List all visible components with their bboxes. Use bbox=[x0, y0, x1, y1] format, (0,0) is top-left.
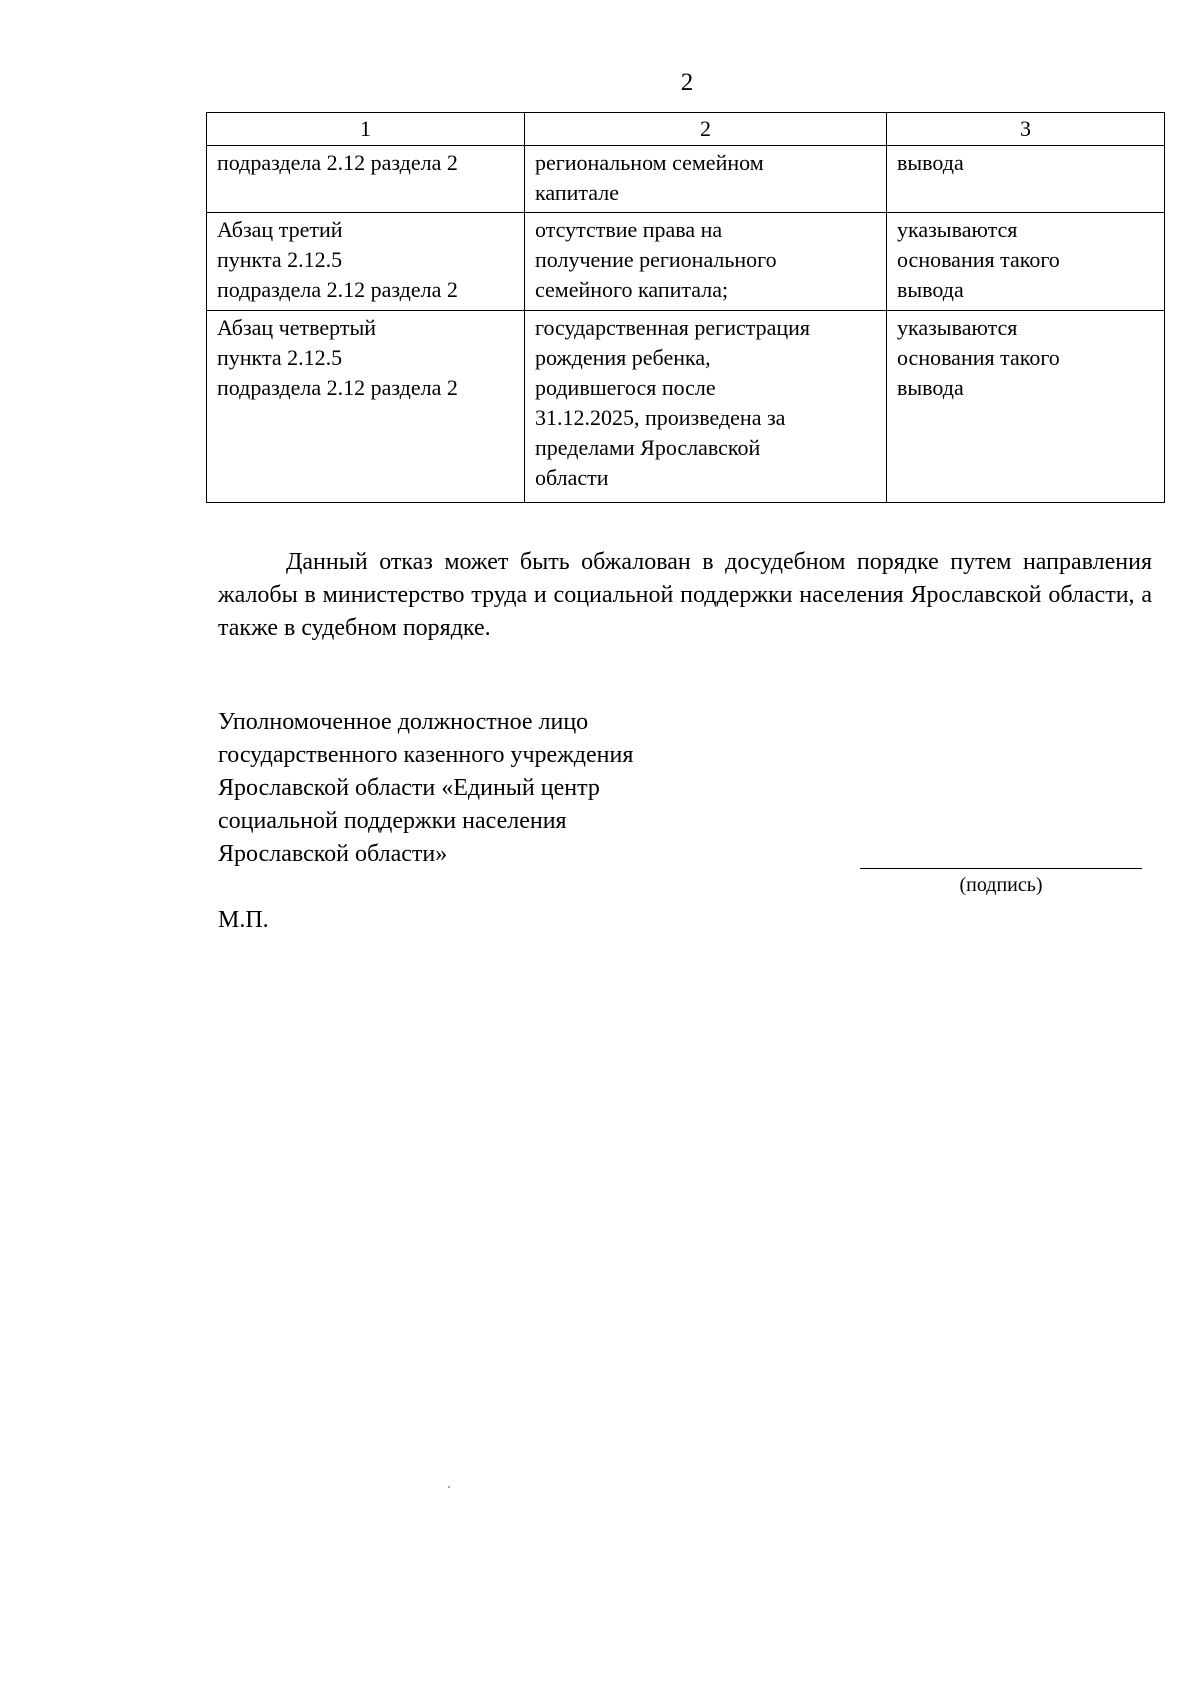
appeal-notice: Данный отказ может быть обжалован в досудебном порядке путем направления жалобы в министерство труда и социальной поддержки населения Ярославской области, а также в судебном порядке. bbox=[218, 549, 1152, 641]
table-row bbox=[207, 213, 1165, 311]
cell-line: родившегося после bbox=[535, 375, 716, 400]
cell-line: пределами Ярославской bbox=[535, 435, 761, 460]
signer-line: Ярославской области «Единый центр bbox=[218, 775, 600, 801]
cell-line: Абзац третий bbox=[217, 217, 343, 242]
table-header-cell: 3 bbox=[887, 113, 1165, 146]
cell-line: указываются bbox=[897, 315, 1018, 340]
scan-speck bbox=[448, 1486, 450, 1488]
cell-line: семейного капитала; bbox=[535, 277, 729, 302]
cell-line: вывода bbox=[897, 375, 964, 400]
cell-line: государственная регистрация bbox=[535, 315, 811, 340]
signer-block bbox=[218, 706, 778, 871]
cell-line: указываются bbox=[897, 217, 1018, 242]
cell-line: пункта 2.12.5 bbox=[217, 247, 343, 272]
table-cell-explanation bbox=[887, 311, 1165, 503]
cell-line: получение регионального bbox=[535, 247, 777, 272]
cell-line: вывода bbox=[897, 150, 964, 175]
cell-line: 31.12.2025, произведена за bbox=[535, 405, 786, 430]
signer-line: государственного казенного учреждения bbox=[218, 742, 634, 768]
stamp-place: М.П. bbox=[218, 907, 269, 933]
cell-line: Абзац четвертый bbox=[217, 315, 377, 340]
signer-line: Ярославской области» bbox=[218, 841, 448, 867]
cell-line: капитале bbox=[535, 180, 619, 205]
table-cell-explanation bbox=[887, 146, 1165, 213]
signer-line: Уполномоченное должностное лицо bbox=[218, 709, 589, 735]
cell-line: подраздела 2.12 раздела 2 bbox=[217, 150, 458, 175]
table-row bbox=[207, 146, 1165, 213]
signature-caption: (подпись) bbox=[959, 874, 1043, 896]
table-header-cell: 2 bbox=[525, 113, 887, 146]
cell-line: основания такого bbox=[897, 345, 1060, 370]
cell-line: региональном семейном bbox=[535, 150, 764, 175]
table-row bbox=[207, 311, 1165, 503]
table-cell-norm bbox=[207, 146, 525, 213]
cell-line: рождения ребенка, bbox=[535, 345, 711, 370]
cell-line: вывода bbox=[897, 277, 964, 302]
page-number: 2 bbox=[680, 69, 694, 96]
table-cell-reason bbox=[525, 146, 887, 213]
cell-line: пункта 2.12.5 bbox=[217, 345, 343, 370]
cell-line: подраздела 2.12 раздела 2 bbox=[217, 277, 458, 302]
table-cell-norm bbox=[207, 213, 525, 311]
cell-line: подраздела 2.12 раздела 2 bbox=[217, 375, 458, 400]
table-header-cell: 1 bbox=[207, 113, 525, 146]
table-cell-reason bbox=[525, 311, 887, 503]
cell-line: области bbox=[535, 465, 609, 490]
signature-line bbox=[860, 868, 1142, 869]
reasons-table bbox=[206, 112, 1165, 503]
cell-line: отсутствие права на bbox=[535, 217, 723, 242]
table-cell-explanation bbox=[887, 213, 1165, 311]
table-header-row bbox=[207, 113, 1165, 146]
table-cell-norm bbox=[207, 311, 525, 503]
signer-line: социальной поддержки населения bbox=[218, 808, 567, 834]
table-cell-reason bbox=[525, 213, 887, 311]
cell-line: основания такого bbox=[897, 247, 1060, 272]
